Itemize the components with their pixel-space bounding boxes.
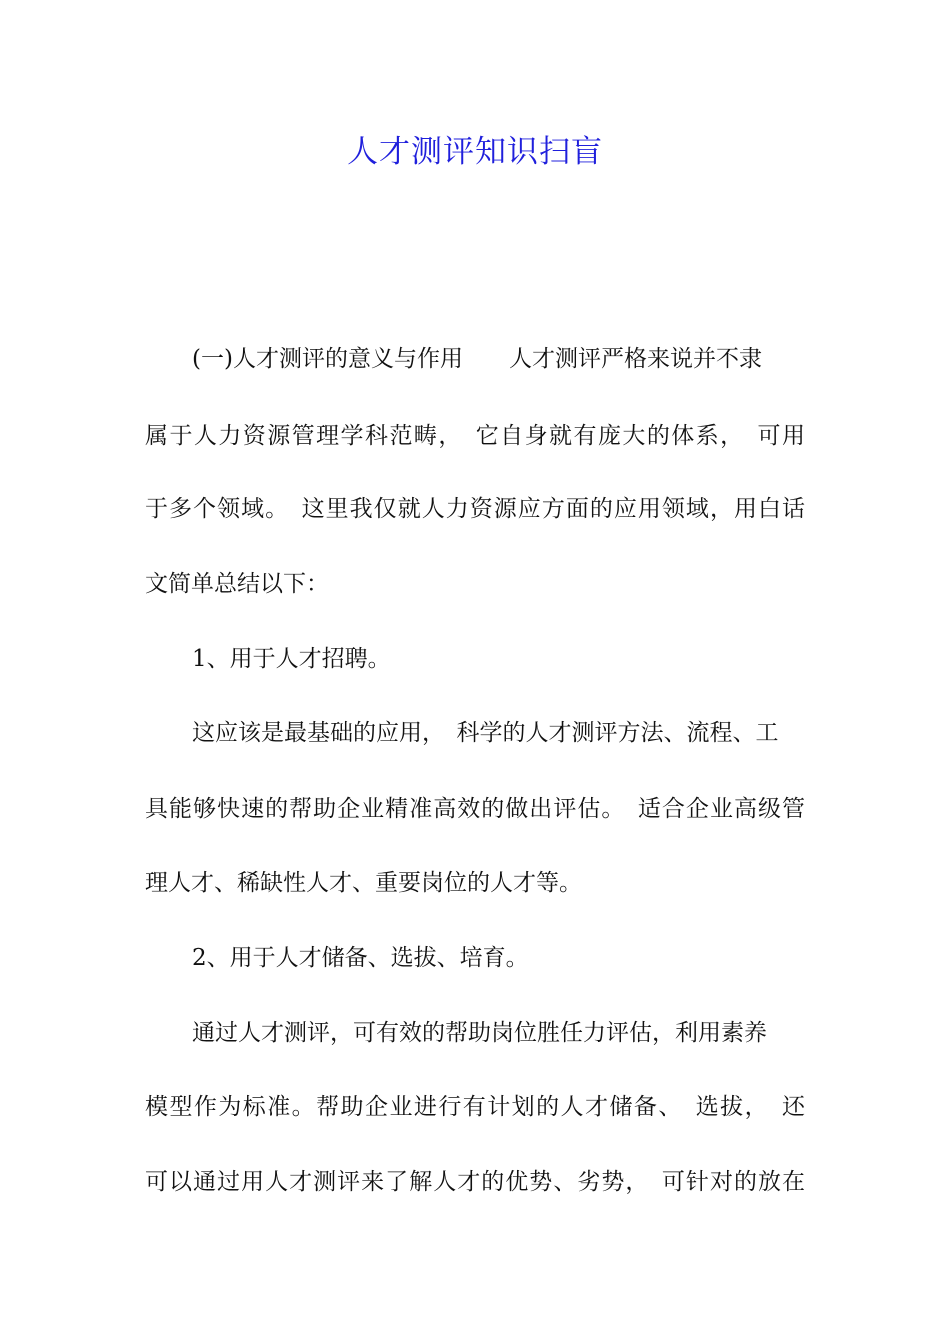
text-line-4: 文简单总结以下： (145, 571, 329, 597)
text-line-10: 可以通过用人才测评来了解人才的优势、劣势， 可针对的放在 (145, 1169, 805, 1195)
text-line-9: 模型作为标准。帮助企业进行有计划的人才储备、 选拔， 还 (145, 1094, 805, 1120)
section-heading-2: 2、用于人才储备、选拔、培育。 (192, 945, 529, 971)
document-title: 人才测评知识扫盲 (347, 134, 603, 170)
text-line-1: (一)人才测评的意义与作用 人才测评严格来说并不隶 (192, 346, 762, 372)
text-line-5: 这应该是最基础的应用， 科学的人才测评方法、流程、工 (192, 720, 779, 746)
text-line-6: 具能够快速的帮助企业精准高效的做出评估。 适合企业高级管 (145, 796, 805, 822)
text-line-3: 于多个领域。 这里我仅就人力资源应方面的应用领域，用白话 (145, 496, 805, 522)
text-line-7: 理人才、稀缺性人才、重要岗位的人才等。 (145, 870, 582, 896)
section-heading-1: 1、用于人才招聘。 (192, 646, 391, 672)
text-line-8: 通过人才测评，可有效的帮助岗位胜任力评估，利用素养 (192, 1020, 767, 1046)
text-line-2: 属于人力资源管理学科范畴， 它自身就有庞大的体系， 可用 (145, 423, 805, 449)
